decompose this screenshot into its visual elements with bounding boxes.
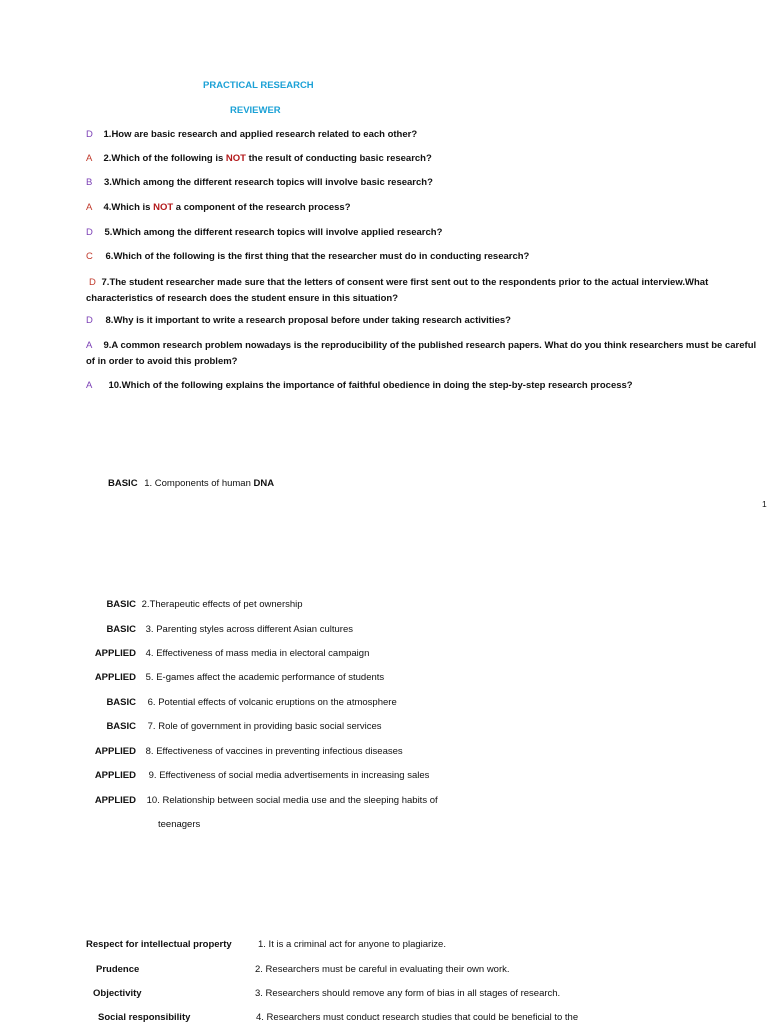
topic-label: APPLIED xyxy=(94,648,136,659)
question-7 xyxy=(86,275,756,307)
question-text: 2.Which of the following is xyxy=(103,153,226,164)
question-emphasis: NOT xyxy=(153,202,174,213)
topic-text: 6. Potential effects of volcanic eruptions on the atmosphere xyxy=(147,697,397,708)
question-text: 8.Why is it important to write a research proposal before under taking research activities? xyxy=(105,315,511,326)
topic-item-7 xyxy=(78,721,382,732)
topic-label: APPLIED xyxy=(94,795,136,806)
topic-item-5 xyxy=(78,672,384,683)
answer-letter: A xyxy=(86,153,92,164)
document-title: PRACTICAL RESEARCH xyxy=(203,80,314,91)
topic-label: BASIC xyxy=(106,624,136,635)
ethics-statement: 2. Researchers must be careful in evaluating their own work. xyxy=(255,964,510,975)
ethics-term: Prudence xyxy=(96,964,140,975)
question-text: 1.How are basic research and applied research related to each other? xyxy=(103,129,418,140)
topic-label: APPLIED xyxy=(94,746,136,757)
question-1 xyxy=(86,129,417,140)
question-text: 3.Which among the different research topics will involve basic research? xyxy=(103,177,433,188)
topic-item-8 xyxy=(78,746,403,757)
topic-label: BASIC xyxy=(106,697,136,708)
question-9 xyxy=(86,338,764,370)
topic-text: 7. Role of government in providing basic social services xyxy=(147,721,382,732)
question-text: 5.Which among the different research topics will involve applied research? xyxy=(104,227,443,238)
topic-item-10-continuation: teenagers xyxy=(158,819,201,830)
topic-text: 8. Effectiveness of vaccines in preventing infectious diseases xyxy=(145,746,403,757)
page-number: 1 xyxy=(762,499,767,509)
answer-letter: B xyxy=(86,177,93,188)
topic-item-6 xyxy=(78,697,397,708)
question-10 xyxy=(86,380,633,391)
answer-letter: A xyxy=(86,380,92,391)
ethics-statement: 3. Researchers should remove any form of bias in all stages of research. xyxy=(255,988,561,999)
answer-letter: D xyxy=(86,315,93,326)
answer-letter: A xyxy=(86,202,92,213)
topic-text: 10. Relationship between social media use and the sleeping habits of xyxy=(146,795,438,806)
document-subtitle: REVIEWER xyxy=(230,105,281,116)
question-text: the result of conducting basic research? xyxy=(245,153,432,164)
question-8 xyxy=(86,315,511,326)
topic-item-1 xyxy=(108,478,274,489)
question-text: a component of the research process? xyxy=(173,202,351,213)
question-emphasis: NOT xyxy=(225,153,246,164)
ethics-term: Objectivity xyxy=(93,988,142,999)
topic-label: BASIC xyxy=(108,478,138,489)
topic-text: 4. Effectiveness of mass media in electoral campaign xyxy=(145,648,370,659)
topic-text: 9. Effectiveness of social media advertisements in increasing sales xyxy=(148,770,430,781)
question-4 xyxy=(86,202,351,213)
question-text: 6.Which of the following is the first thing that the researcher must do in conducting research? xyxy=(105,251,530,262)
topic-item-2 xyxy=(78,599,303,610)
question-text: 7.The student researcher made sure that the letters of consent were first sent out to the respondents prior to the actual interview.What characteristics of research does the student ensure in this situation? xyxy=(86,277,709,304)
topic-item-9 xyxy=(78,770,429,781)
answer-letter: D xyxy=(89,277,96,288)
ethics-statement: 1. It is a criminal act for anyone to plagiarize. xyxy=(258,939,446,950)
topic-label: BASIC xyxy=(106,721,136,732)
ethics-term: Respect for intellectual property xyxy=(86,939,232,950)
ethics-term: Social responsibility xyxy=(98,1012,191,1023)
topic-label: APPLIED xyxy=(94,672,136,683)
topic-text: 1. Components of human xyxy=(144,478,254,489)
topic-item-3 xyxy=(78,624,353,635)
topic-text: 5. E-games affect the academic performance of students xyxy=(145,672,385,683)
topic-label: APPLIED xyxy=(94,770,136,781)
topic-item-4 xyxy=(78,648,369,659)
question-2 xyxy=(86,153,432,164)
topic-text: 3. Parenting styles across different Asian cultures xyxy=(145,624,353,635)
answer-letter: A xyxy=(86,340,92,351)
question-text: 10.Which of the following explains the importance of faithful obedience in doing the step-by-step research process? xyxy=(108,380,633,391)
ethics-statement: 4. Researchers must conduct research studies that could be beneficial to the xyxy=(256,1012,579,1023)
topic-emphasis: DNA xyxy=(253,478,275,489)
answer-letter: C xyxy=(86,251,93,262)
question-text: 9.A common research problem nowadays is the reproducibility of the published research papers. What do you think researchers must be careful of in order to avoid this problem? xyxy=(86,340,757,367)
question-6 xyxy=(86,251,529,262)
question-5 xyxy=(86,227,442,238)
question-text: 4.Which is xyxy=(103,202,154,213)
answer-letter: D xyxy=(86,129,93,140)
topic-label: BASIC xyxy=(106,599,136,610)
topic-text: 2.Therapeutic effects of pet ownership xyxy=(141,599,303,610)
answer-letter: D xyxy=(86,227,93,238)
question-3 xyxy=(86,177,433,188)
topic-item-10 xyxy=(78,795,438,806)
